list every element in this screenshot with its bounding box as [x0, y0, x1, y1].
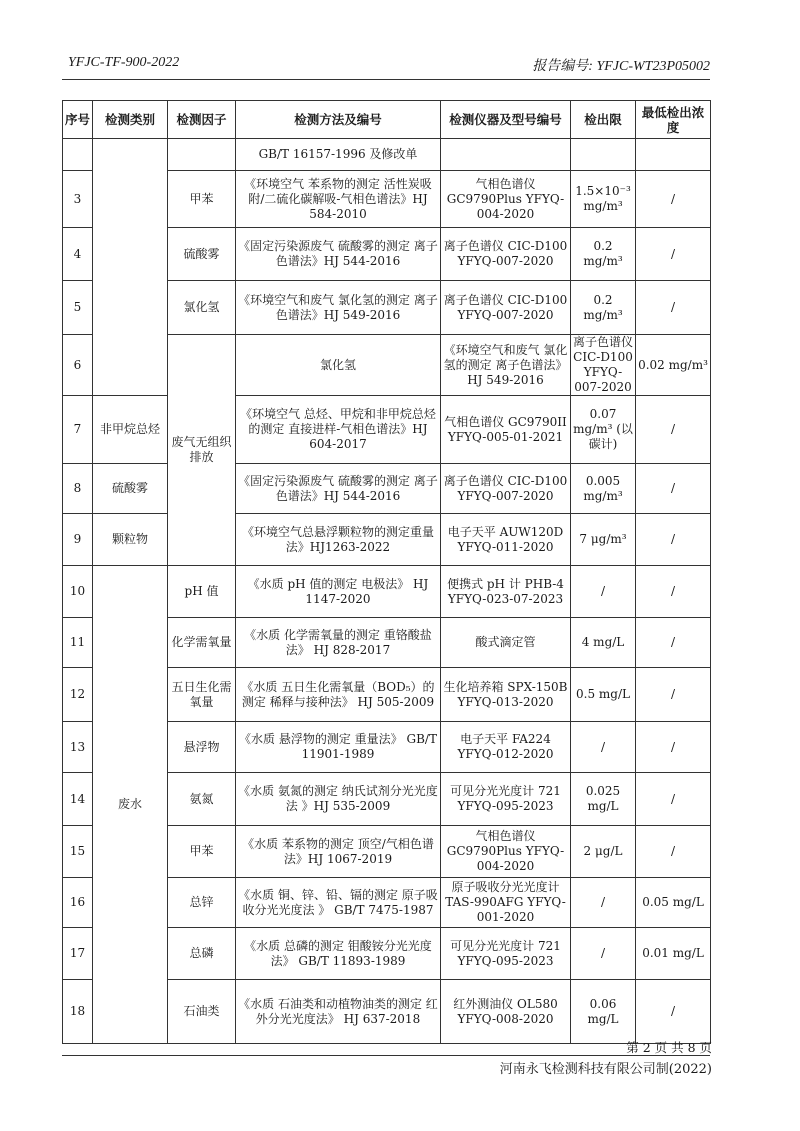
row-no: 10 [63, 566, 93, 618]
col-header-no: 序号 [63, 101, 93, 139]
row-no: 11 [63, 618, 93, 668]
row-no: 5 [63, 281, 93, 335]
method-cell: 《水质 总磷的测定 钼酸铵分光光度法》 GB/T 11893-1989 [236, 928, 441, 980]
footer-divider [62, 1055, 710, 1056]
row-no: 4 [63, 228, 93, 281]
table-row [63, 139, 711, 171]
row-no: 7 [63, 396, 93, 464]
factor-cell: 甲苯 [168, 171, 236, 228]
method-cell: 《环境空气和废气 氯化氢的测定 离子色谱法》HJ 549-2016 [236, 281, 441, 335]
col-header-method: 检测方法及编号 [236, 101, 441, 139]
row-no: 3 [63, 171, 93, 228]
col-header-factor: 检测因子 [168, 101, 236, 139]
instrument-cell: 可见分光光度计 721 YFYQ-095-2023 [441, 773, 571, 826]
report-number: 报告编号: YFJC-WT23P05002 [532, 59, 710, 74]
detection-methods-table [62, 100, 711, 1044]
instrument-cell: 离子色谱仪 CIC-D100 YFYQ-007-2020 [441, 464, 571, 514]
instrument-cell: 气相色谱仪 GC9790Plus YFYQ-004-2020 [441, 171, 571, 228]
instrument-cell: 离子色谱仪 CIC-D100 YFYQ-007-2020 [441, 281, 571, 335]
instrument-cell: 气相色谱仪 GC9790Plus YFYQ-004-2020 [441, 826, 571, 878]
factor-cell: 甲苯 [168, 826, 236, 878]
limit-cell: 4 mg/L [571, 618, 636, 668]
limit-cell: 0.025 mg/L [571, 773, 636, 826]
factor-cell: 化学需氧量 [168, 618, 236, 668]
factor-cell: 硫酸雾 [168, 228, 236, 281]
limit-cell: / [571, 928, 636, 980]
min-conc-cell: 0.05 mg/L [636, 878, 711, 928]
row-no: 18 [63, 980, 93, 1044]
row-no: 14 [63, 773, 93, 826]
instrument-cell: 可见分光光度计 721 YFYQ-095-2023 [441, 928, 571, 980]
limit-cell: 0.06 mg/L [571, 980, 636, 1044]
method-cell: 《水质 五日生化需氧量（BOD₅）的测定 稀释与接种法》 HJ 505-2009 [236, 668, 441, 722]
factor-cell: pH 值 [168, 566, 236, 618]
row-no: 17 [63, 928, 93, 980]
row-no: 6 [63, 335, 93, 396]
factor-cell: 颗粒物 [93, 514, 168, 566]
min-conc-cell: / [636, 171, 711, 228]
method-cell: GB/T 16157-1996 及修改单 [236, 139, 441, 171]
method-cell: 《水质 悬浮物的测定 重量法》 GB/T 11901-1989 [236, 722, 441, 773]
limit-cell: 0.02 mg/m³ [636, 335, 711, 396]
method-cell: 《固定污染源废气 硫酸雾的测定 离子色谱法》HJ 544-2016 [236, 464, 441, 514]
limit-cell: 0.2 mg/m³ [571, 281, 636, 335]
method-cell: 《环境空气总悬浮颗粒物的测定重量法》HJ1263-2022 [236, 514, 441, 566]
min-conc-cell: / [636, 722, 711, 773]
table-row [63, 396, 711, 464]
factor-cell: 石油类 [168, 980, 236, 1044]
limit-cell: / [571, 878, 636, 928]
method-cell: 《水质 化学需氧量的测定 重铬酸盐法》 HJ 828-2017 [236, 618, 441, 668]
col-header-category: 检测类别 [93, 101, 168, 139]
factor-cell: 总锌 [168, 878, 236, 928]
category-cell-blank [93, 139, 168, 396]
limit-cell: 7 μg/m³ [571, 514, 636, 566]
row-no: 15 [63, 826, 93, 878]
min-conc-cell: / [636, 228, 711, 281]
method-cell: 《固定污染源废气 硫酸雾的测定 离子色谱法》HJ 544-2016 [236, 228, 441, 281]
row-no: 13 [63, 722, 93, 773]
header-divider [62, 79, 710, 80]
col-header-instrument: 检测仪器及型号编号 [441, 101, 571, 139]
instrument-cell: 离子色谱仪 CIC-D100 YFYQ-007-2020 [441, 228, 571, 281]
limit-cell: 0.5 mg/L [571, 668, 636, 722]
instrument-cell: 离子色谱仪 CIC-D100 YFYQ-007-2020 [571, 335, 636, 396]
method-cell: 《环境空气和废气 氯化氢的测定 离子色谱法》 HJ 549-2016 [441, 335, 571, 396]
method-cell: 《水质 pH 值的测定 电极法》 HJ 1147-2020 [236, 566, 441, 618]
min-conc-cell: / [636, 464, 711, 514]
method-cell: 《环境空气 苯系物的测定 活性炭吸附/二硫化碳解吸-气相色谱法》HJ 584-2010 [236, 171, 441, 228]
table-row [63, 514, 711, 566]
method-cell: 《水质 石油类和动植物油类的测定 红外分光光度法》 HJ 637-2018 [236, 980, 441, 1044]
min-conc-cell: / [636, 618, 711, 668]
instrument-cell: 原子吸收分光光度计 TAS-990AFG YFYQ-001-2020 [441, 878, 571, 928]
min-conc-cell: / [636, 980, 711, 1044]
document-code: YFJC-TF-900-2022 [68, 55, 180, 70]
instrument-cell: 酸式滴定管 [441, 618, 571, 668]
factor-cell: 总磷 [168, 928, 236, 980]
factor-cell: 非甲烷总烃 [93, 396, 168, 464]
category-cell-water: 废水 [93, 566, 168, 1044]
factor-cell: 氯化氢 [168, 281, 236, 335]
instrument-cell: 生化培养箱 SPX-150B YFYQ-013-2020 [441, 668, 571, 722]
company-footer: 河南永飞检测科技有限公司制(2022) [499, 1062, 712, 1077]
min-conc-cell: / [636, 773, 711, 826]
factor-cell: 五日生化需氧量 [168, 668, 236, 722]
factor-cell: 氨氮 [168, 773, 236, 826]
row-no: 8 [63, 464, 93, 514]
min-conc-cell: / [636, 566, 711, 618]
table-row [63, 464, 711, 514]
row-no: 9 [63, 514, 93, 566]
min-conc-cell: / [636, 514, 711, 566]
min-conc-cell: / [636, 668, 711, 722]
min-conc-cell: 0.01 mg/L [636, 928, 711, 980]
method-cell: 《环境空气 总烃、甲烷和非甲烷总烃的测定 直接进样-气相色谱法》HJ 604-2017 [236, 396, 441, 464]
table-row [63, 566, 711, 618]
col-header-min-conc: 最低检出浓度 [636, 101, 711, 139]
method-cell: 《水质 苯系物的测定 顶空/气相色谱法》HJ 1067-2019 [236, 826, 441, 878]
instrument-cell: 电子天平 AUW120D YFYQ-011-2020 [441, 514, 571, 566]
method-cell: 《水质 氨氮的测定 纳氏试剂分光光度法 》HJ 535-2009 [236, 773, 441, 826]
method-cell: 《水质 铜、锌、铅、镉的测定 原子吸收分光光度法 》 GB/T 7475-1987 [236, 878, 441, 928]
min-conc-cell: / [636, 826, 711, 878]
limit-cell: 1.5×10⁻³ mg/m³ [571, 171, 636, 228]
factor-cell: 硫酸雾 [93, 464, 168, 514]
limit-cell: / [571, 722, 636, 773]
limit-cell: 0.07 mg/m³ (以碳计) [571, 396, 636, 464]
factor-cell: 悬浮物 [168, 722, 236, 773]
instrument-cell: 气相色谱仪 GC9790II YFYQ-005-01-2021 [441, 396, 571, 464]
limit-cell: 2 μg/L [571, 826, 636, 878]
min-conc-cell: / [636, 281, 711, 335]
limit-cell: 0.005 mg/m³ [571, 464, 636, 514]
row-no: 12 [63, 668, 93, 722]
instrument-cell: 红外测油仪 OL580 YFYQ-008-2020 [441, 980, 571, 1044]
limit-cell: / [571, 566, 636, 618]
min-conc-cell: / [636, 396, 711, 464]
instrument-cell: 电子天平 FA224 YFYQ-012-2020 [441, 722, 571, 773]
row-no: 16 [63, 878, 93, 928]
table-header-row [63, 101, 711, 139]
category-cell-air: 废气无组织排放 [168, 335, 236, 566]
factor-cell: 氯化氢 [236, 335, 441, 396]
page-number: 第 2 页 共 8 页 [626, 1040, 712, 1055]
col-header-limit: 检出限 [571, 101, 636, 139]
limit-cell: 0.2 mg/m³ [571, 228, 636, 281]
instrument-cell: 便携式 pH 计 PHB-4 YFYQ-023-07-2023 [441, 566, 571, 618]
